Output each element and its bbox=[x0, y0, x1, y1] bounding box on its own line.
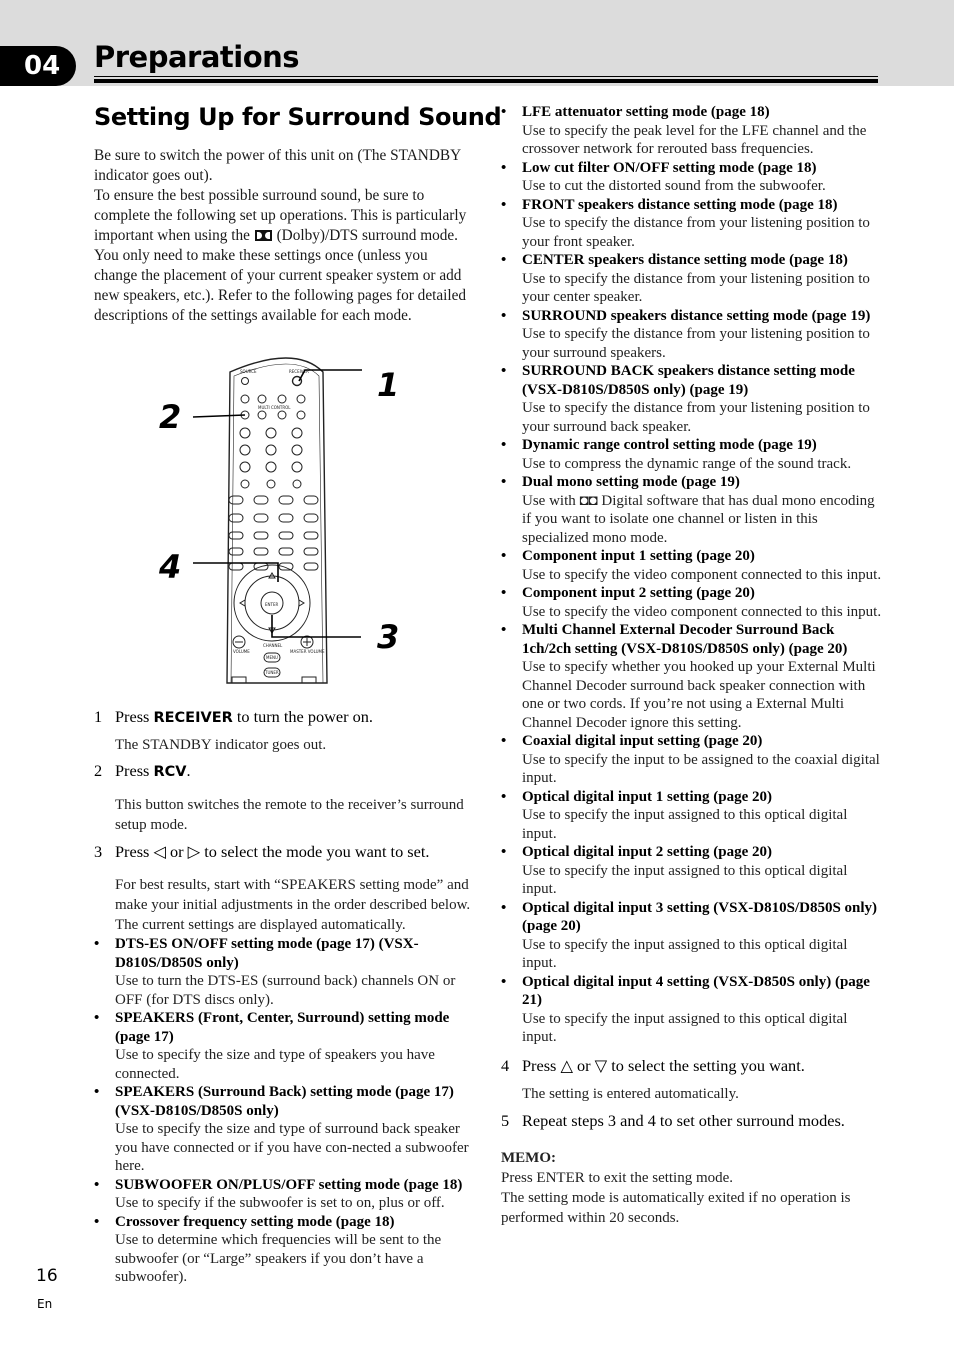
step-5: 5 Repeat steps 3 and 4 to set other surround modes. bbox=[501, 1110, 845, 1130]
remote-label-source: SOURCE bbox=[240, 369, 257, 374]
remote-label-multi-control: MULTI CONTROL bbox=[258, 405, 291, 410]
remote-label-enter: ENTER bbox=[265, 602, 279, 607]
page-title: Setting Up for Surround Sound bbox=[94, 103, 502, 131]
remote-label-tuner: TUNER bbox=[265, 670, 279, 675]
mode-item bbox=[501, 621, 885, 732]
mode-title: • Low cut filter ON/OFF setting mode (page 18) bbox=[522, 159, 817, 176]
section-title: Preparations bbox=[94, 40, 300, 74]
memo-line-1: Press ENTER to exit the setting mode. bbox=[501, 1169, 734, 1186]
mode-description: Use to specify the peak level for the LFE channel and the crossover network for rerouted bass frequencies. bbox=[522, 122, 867, 157]
mode-title: • Multi Channel External Decoder Surround Back 1ch/2ch setting (VSX-D810S/D850S only) (page 20) bbox=[522, 622, 848, 657]
mode-description: Use to specify the distance from your listening position to your surround back speaker. bbox=[522, 400, 870, 435]
mode-title: • Component input 2 setting (page 20) bbox=[522, 585, 755, 601]
mode-item bbox=[501, 547, 885, 584]
mode-title: • Optical digital input 1 setting (page 20) bbox=[522, 788, 773, 805]
intro-paragraph-1: Be sure to switch the power of this unit on (The STANDBY indicator goes out). bbox=[94, 147, 461, 184]
step-2-note: This button switches the remote to the receiver’s surround setup mode. bbox=[115, 797, 464, 833]
mode-description: Use to specify the input assigned to this optical digital input. bbox=[522, 1010, 848, 1045]
rcv-key: RCV bbox=[153, 764, 187, 780]
remote-label-volume: VOLUME bbox=[233, 649, 250, 654]
step-3-note: For best results, start with “SPEAKERS setting mode” and make your initial adjustments in the order described below. The current settings are displayed automatically. bbox=[115, 877, 471, 933]
mode-item bbox=[501, 307, 885, 363]
step-2: 2 Press RCV. bbox=[94, 761, 191, 780]
mode-item bbox=[94, 935, 472, 1009]
mode-description: Use to specify the size and type of surround back speaker you have connected or if you have con-nected a subwoofer here. bbox=[115, 1121, 469, 1174]
steps-right-column bbox=[501, 103, 885, 1228]
mode-description: Use to specify the distance from your listening position to your front speaker. bbox=[522, 215, 870, 250]
page-language: En bbox=[37, 1297, 53, 1311]
mode-item bbox=[501, 843, 885, 899]
step-1: 1 Press RECEIVER to turn the power on. bbox=[94, 707, 373, 726]
mode-description: Use to specify the distance from your listening position to your surround speakers. bbox=[522, 326, 870, 361]
step-4: 4 Press △ or ▽ to select the setting you want. bbox=[501, 1055, 805, 1075]
mode-title: • DTS-ES ON/OFF setting mode (page 17) (VSX-D810S/D850S only) bbox=[115, 936, 419, 971]
mode-title: • LFE attenuator setting mode (page 18) bbox=[522, 104, 770, 120]
receiver-key: RECEIVER bbox=[153, 710, 233, 726]
memo bbox=[501, 1148, 885, 1228]
callout-4: 4 bbox=[159, 548, 182, 586]
steps-left-column bbox=[94, 706, 472, 1287]
mode-title: • FRONT speakers distance setting mode (page 18) bbox=[522, 196, 838, 213]
remote-label-channel: CHANNEL bbox=[263, 643, 283, 648]
mode-description: Use to compress the dynamic range of the sound track. bbox=[522, 455, 852, 472]
mode-item bbox=[501, 788, 885, 844]
mode-description: Use to specify the input to be assigned to the coaxial digital input. bbox=[522, 751, 880, 786]
remote-label-menu: MENU bbox=[266, 655, 278, 660]
mode-item bbox=[501, 103, 885, 159]
modes-list-right bbox=[501, 103, 885, 1047]
remote-control-figure bbox=[155, 350, 405, 685]
mode-item bbox=[501, 362, 885, 436]
mode-description: Use to specify the video component connected to this input. bbox=[522, 566, 882, 583]
mode-description: Use to specify the input assigned to this optical digital input. bbox=[522, 807, 848, 842]
page-number: 16 bbox=[36, 1266, 58, 1286]
mode-title: • Optical digital input 2 setting (page 20) bbox=[522, 844, 773, 860]
mode-item bbox=[501, 899, 885, 973]
mode-description: Use to specify the input assigned to this optical digital input. bbox=[522, 936, 848, 971]
mode-description: Use to cut the distorted sound from the subwoofer. bbox=[522, 178, 826, 194]
mode-title: • SUBWOOFER ON/PLUS/OFF setting mode (page 18) bbox=[115, 1176, 463, 1193]
modes-list-left bbox=[94, 935, 472, 1287]
mode-item bbox=[501, 196, 885, 252]
mode-title: • Crossover frequency setting mode (page 18) bbox=[115, 1213, 395, 1230]
step-3: 3 Press ◁ or ▷ to select the mode you want to set. bbox=[94, 842, 430, 861]
step-1-note: The STANDBY indicator goes out. bbox=[115, 737, 327, 753]
step-4-note: The setting is entered automatically. bbox=[522, 1085, 739, 1102]
mode-item bbox=[501, 159, 885, 196]
mode-item bbox=[501, 584, 885, 621]
memo-title: MEMO: bbox=[501, 1149, 556, 1166]
mode-title: • Dual mono setting mode (page 19) bbox=[522, 474, 740, 490]
mode-item bbox=[501, 251, 885, 307]
mode-description: Use with ◘◘ Digital software that has dual mono encoding if you want to isolate one channel or listen in this specialized mono mode. bbox=[522, 492, 875, 546]
remote-label-receiver: RECEIVER bbox=[289, 369, 309, 374]
mode-title: • CENTER speakers distance setting mode (page 18) bbox=[522, 252, 848, 268]
mode-description: Use to specify the size and type of speakers you have connected. bbox=[115, 1047, 435, 1082]
mode-title: • Dynamic range control setting mode (page 19) bbox=[522, 437, 817, 453]
mode-item bbox=[94, 1176, 472, 1213]
mode-item bbox=[501, 732, 885, 788]
mode-title: • Optical digital input 4 setting (VSX-D850S only) (page 21) bbox=[522, 973, 870, 1008]
mode-description: Use to specify the distance from your listening position to your center speaker. bbox=[522, 270, 870, 305]
callout-2: 2 bbox=[159, 398, 182, 436]
chapter-tab: 04 bbox=[0, 46, 76, 86]
mode-item bbox=[501, 473, 885, 547]
dolby-logo-icon bbox=[255, 230, 272, 241]
mode-item bbox=[501, 436, 885, 473]
mode-item bbox=[94, 1213, 472, 1287]
mode-title: • Optical digital input 3 setting (VSX-D810S/D850S only) (page 20) bbox=[522, 899, 878, 934]
mode-description: Use to turn the DTS-ES (surround back) channels ON or OFF (for DTS discs only). bbox=[115, 973, 456, 1008]
mode-title: • SPEAKERS (Surround Back) setting mode (page 17) (VSX-D810S/D850S only) bbox=[115, 1084, 454, 1119]
header-rule bbox=[94, 79, 878, 83]
intro-paragraph-2: To ensure the best possible surround sound, be sure to complete the following set up operations. This is particularly important when using the (Dolby)/DTS surround mode. You only need to make these settings once (unless you change the placement of your current speaker system or add new speakers, etc.). Refer to the following pages for detailed descriptions of the settings available for each mode. bbox=[94, 187, 467, 324]
mode-title: • SURROUND speakers distance setting mode (page 19) bbox=[522, 307, 871, 324]
mode-description: Use to specify if the subwoofer is set to on, plus or off. bbox=[115, 1195, 445, 1211]
mode-description: Use to determine which frequencies will be sent to the subwoofer (or “Large” speakers if you don’t have a subwoofer). bbox=[115, 1232, 442, 1285]
mode-description: Use to specify whether you hooked up your External Multi Channel Decoder surround back speaker connection with one or two cords. If you’re not using a External Multi Channel Decoder ignore this setting. bbox=[522, 659, 876, 731]
intro bbox=[94, 146, 470, 326]
header-rule-thin bbox=[94, 76, 878, 77]
mode-description: Use to specify the video component connected to this input. bbox=[522, 603, 882, 620]
mode-title: • Component input 1 setting (page 20) bbox=[522, 548, 755, 564]
callout-3: 3 bbox=[377, 618, 400, 656]
mode-item bbox=[94, 1083, 472, 1176]
mode-item bbox=[501, 973, 885, 1047]
mode-title: • Coaxial digital input setting (page 20) bbox=[522, 733, 763, 749]
callout-1: 1 bbox=[377, 366, 400, 404]
mode-title: • SPEAKERS (Front, Center, Surround) setting mode (page 17) bbox=[115, 1010, 450, 1045]
mode-title: • SURROUND BACK speakers distance setting mode (VSX-D810S/D850S only) (page 19) bbox=[522, 363, 855, 398]
remote-label-master-volume: MASTER VOLUME bbox=[290, 649, 325, 654]
memo-line-2: The setting mode is automatically exited if no operation is performed within 20 seconds. bbox=[501, 1189, 851, 1226]
mode-item bbox=[94, 1009, 472, 1083]
mode-description: Use to specify the input assigned to this optical digital input. bbox=[522, 862, 848, 897]
